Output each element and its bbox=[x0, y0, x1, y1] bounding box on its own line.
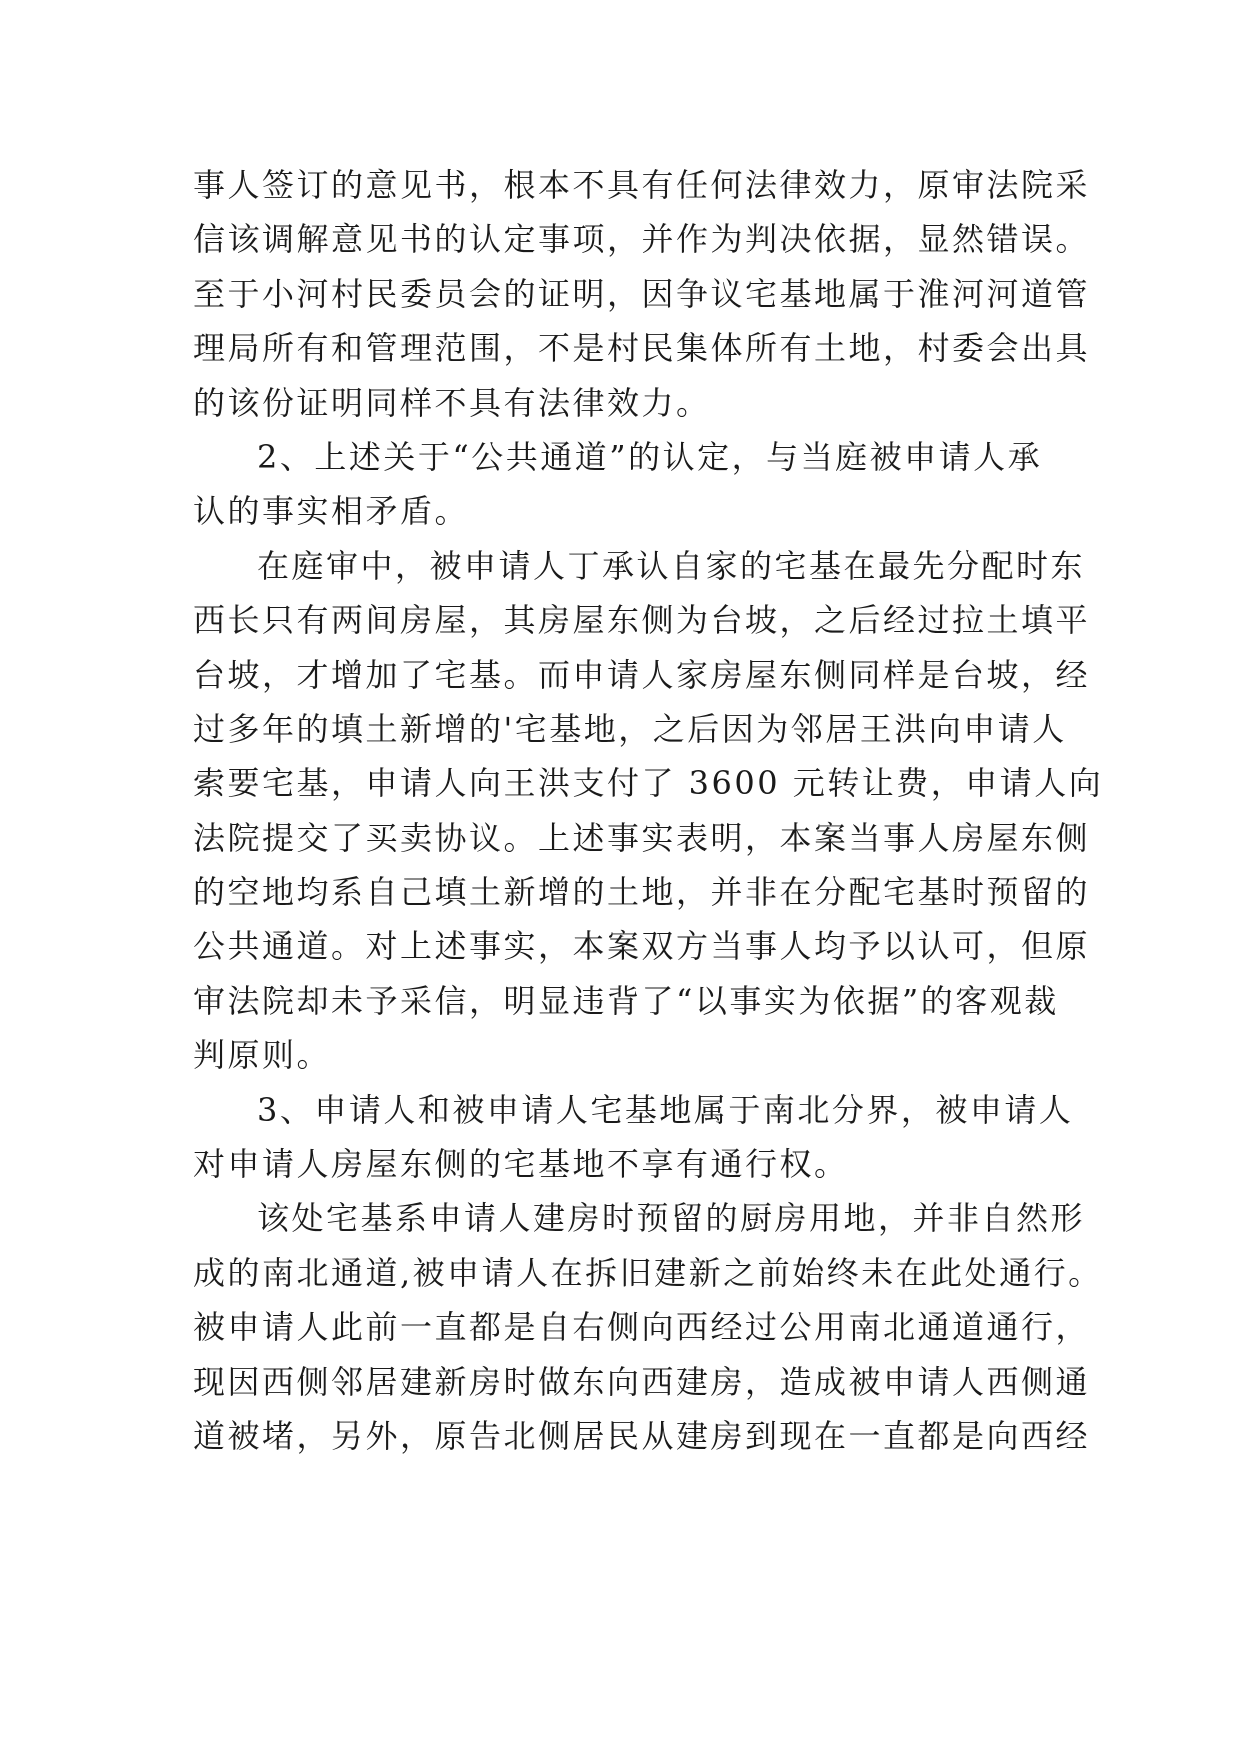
text-line: 索要宅基，申请人向王洪支付了 3600 元转让费，申请人向 bbox=[193, 764, 1104, 803]
paragraph-start-line: 2、上述关于“公共通道”的认定，与当庭被申请人承 bbox=[257, 437, 1043, 476]
text-line: 现因西侧邻居建新房时做东向西建房，造成被申请人西侧通 bbox=[193, 1362, 1091, 1401]
text-line: 判原则。 bbox=[193, 1036, 332, 1075]
text-line: 成的南北通道,被申请人在拆旧建新之前始终未在此处通行。 bbox=[193, 1253, 1103, 1292]
text-line: 至于小河村民委员会的证明，因争议宅基地属于淮河河道管 bbox=[193, 274, 1091, 313]
text-line: 的空地均系自己填土新增的土地，并非在分配宅基时预留的 bbox=[193, 873, 1091, 912]
text-line: 信该调解意见书的认定事项，并作为判决依据，显然错误。 bbox=[193, 220, 1091, 259]
text-line: 法院提交了买卖协议。上述事实表明，本案当事人房屋东侧 bbox=[193, 818, 1091, 857]
text-line: 被申请人此前一直都是自右侧向西经过公用南北通道通行， bbox=[193, 1308, 1091, 1347]
text-line: 的该份证明同样不具有法律效力。 bbox=[193, 383, 711, 422]
text-line: 过多年的填土新增的'宅基地，之后因为邻居王洪向申请人 bbox=[193, 709, 1067, 748]
text-line: 对申请人房屋东侧的宅基地不享有通行权。 bbox=[193, 1145, 849, 1184]
text-line: 审法院却未予采信，明显违背了“以事实为依据”的客观裁 bbox=[193, 981, 1059, 1020]
text-line: 道被堵，另外，原告北侧居民从建房到现在一直都是向西经 bbox=[193, 1416, 1091, 1455]
paragraph-start-line: 该处宅基系申请人建房时预留的厨房用地，并非自然形 bbox=[257, 1199, 1086, 1238]
text-line: 认的事实相矛盾。 bbox=[193, 492, 470, 531]
paragraph-start-line: 3、申请人和被申请人宅基地属于南北分界，被申请人 bbox=[257, 1090, 1074, 1129]
document-body bbox=[193, 158, 1104, 1463]
paragraph-start-line: 在庭审中，被申请人丁承认自家的宅基在最先分配时东 bbox=[257, 546, 1086, 585]
text-line: 理局所有和管理范围，不是村民集体所有土地，村委会出具 bbox=[193, 329, 1091, 368]
text-line: 西长只有两间房屋，其房屋东侧为台坡，之后经过拉土填平 bbox=[193, 601, 1091, 640]
text-line: 事人签订的意见书，根本不具有任何法律效力，原审法院采 bbox=[193, 166, 1091, 204]
text-line: 台坡，才增加了宅基。而申请人家房屋东侧同样是台坡，经 bbox=[193, 655, 1091, 694]
text-line: 公共通道。对上述事实，本案双方当事人均予以认可，但原 bbox=[193, 927, 1091, 966]
